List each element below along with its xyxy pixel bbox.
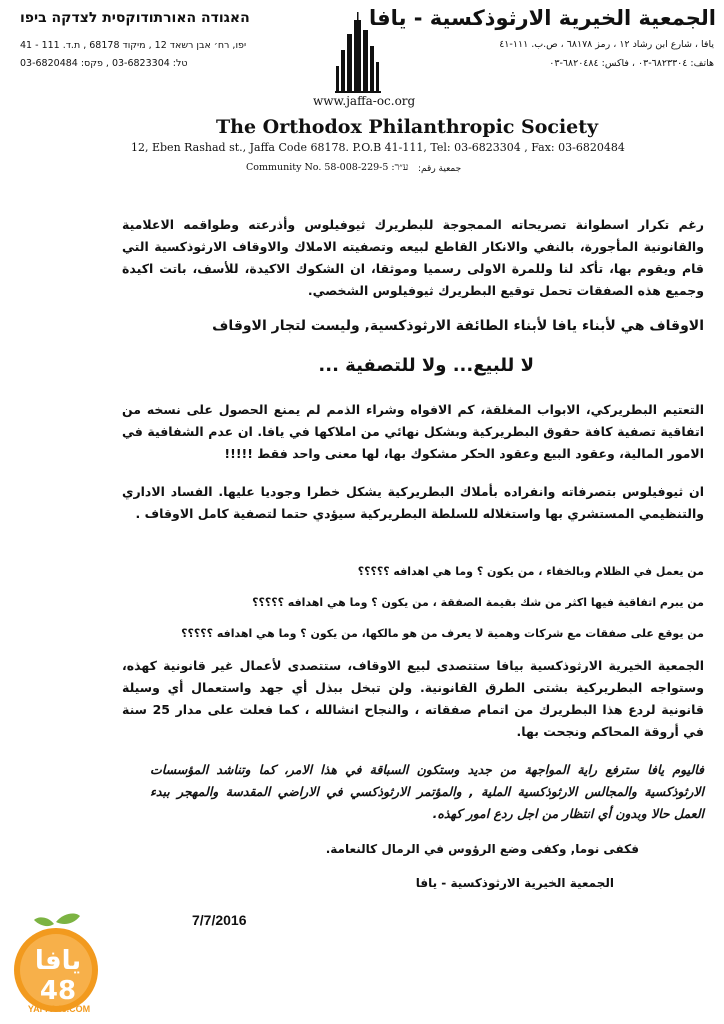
paragraph-call-to-action: فاليوم يافا سترفع راية المواجهة من جديد وستكون السباقة في هذا الامر، كما وتناشد المؤسسات الارثوذكسية والمجالس الارثوذكسية الملية , والمؤتمر الارثوذكسي في الاراضي المقدسة والمهجر ببدء العمل حالا وبدون أي انتظار من اجل ردع امور كهذه. bbox=[150, 762, 704, 821]
document-date: 7/7/2016 bbox=[192, 912, 247, 928]
website: www.jaffa-oc.org bbox=[313, 94, 416, 108]
arabic-address: يافا ، شارع ابن رشاد ١٢ ، رمز ٦٨١٧٨ ، ص.ب. ١١١-٤١ bbox=[499, 39, 714, 50]
signature: الجمعية الخيرية الارثوذكسية - يافا bbox=[415, 876, 614, 890]
paragraph-danger: ان ثيوفيلوس بتصرفاته وانفراده بأملاك البطريركية يشكل خطرا وجوديا عليها. الفساد الاداري والتنظيمي المستشري بها واستغلاله للسلطة البطريركية سيؤدي حتما لتصفية كامل الاوقاف . bbox=[122, 484, 704, 521]
heading-awqaf: الاوقاف هي لأبناء يافا لأبناء الطائفة الارثوذكسية, وليست لتجار الاوقاف bbox=[212, 318, 704, 334]
arabic-phone: هاتف: ٦٨٢٣٣٠٤-٠٣ ، فاكس: ٦٨٢٠٤٨٤-٠٣ bbox=[549, 58, 714, 69]
question-2: من يبرم اتفاقية فيها اكثر من شك بقيمة الصفقة ، من يكون ؟ وما هي اهدافه ؟؟؟؟؟ bbox=[252, 596, 704, 609]
tower-logo-icon bbox=[335, 12, 385, 94]
english-org-name: The Orthodox Philanthropic Society bbox=[216, 116, 599, 138]
community-arabic-label: جمعية رقم: bbox=[418, 164, 462, 174]
question-3: من يوقع على صفقات مع شركات وهمية لا يعرف من هو مالكها، من يكون ؟ وما هي اهدافه ؟؟؟؟؟ bbox=[181, 627, 704, 640]
english-address: 12, Eben Rashad st., Jaffa Code 68178. P.O.B 41-111, Tel: 03-6823304 , Fax: 03-6820484 bbox=[131, 141, 625, 154]
hebrew-org-name: האגודה האורתודוקסית לצדקה ביפו bbox=[20, 10, 250, 26]
hebrew-address: יפו, רח׳ אבן רשאד 12 , מיקוד 68178 , ת.ד. 111 - 41 bbox=[20, 40, 247, 51]
arabic-org-name: الجمعية الخيرية الارثوذكسية - يافا bbox=[369, 6, 716, 30]
heading-no-sale: لا للبيع... ولا للتصفية ... bbox=[318, 355, 534, 376]
logo-text: يافا 48 bbox=[34, 946, 82, 1006]
paragraph-intro: رغم تكرار اسطوانة تصريحاته الممجوجة للبطريرك ثيوفيلوس وأذرعته وطواقمه الاعلامية والقانونية المأجورة، بالنفي والانكار القاطع لبيعه وتصفيته الاملاك والاوقاف الارثوذكسية التي قام ويقوم بها، تأكد لنا وللمرة الاولى رسميا وموثقا، ان الشكوك الاكيدة، للأسف، باتت اكيدة وجميع هذه الصفقات تحمل توقيع البطريرك ثيوفيلوس الشخصي. bbox=[122, 217, 704, 298]
paragraph-society-response: الجمعية الخيرية الارثوذكسية بيافا ستتصدى لبيع الاوقاف، ستتصدى لأعمال غير قانونية كهذه، وستواجه البطريركية بشتى الطرق القانونية. ولن تبخل ببذل أي جهد واستعمال أي وسيلة قانونية لردع هذا البطريرك من اتمام صفقاته ، والنجاح انشالله ، كما فعلت على مدار 25 سنة في أروقة المحاكم ونجحت بها. bbox=[122, 658, 704, 739]
yaffa48-watermark bbox=[4, 910, 114, 1020]
closing-line: فكفى نوما, وكفى وضع الرؤوس في الرمال كالنعامة. bbox=[325, 842, 639, 856]
paragraph-transparency: التعتيم البطريركي، الابواب المغلقة، كم الافواه وشراء الذمم لم يمنع الحصول على نسخه من اتفاقية تصفية كافة حقوق البطريركية وبشكل نهائي من املاكها في يافا. ان عدم الشفافية في الامور المالية، وعقود البيع وعقود الحكر مشكوك بها، لها معنى واحد فقط !!!!! bbox=[122, 402, 704, 461]
hebrew-phone: טל: 03-6823304 , פקס: 03-6820484 bbox=[20, 58, 188, 69]
community-number: Community No. 58-008-229-5 :ע״ר bbox=[246, 162, 409, 173]
question-1: من يعمل في الظلام وبالخفاء ، من يكون ؟ وما هي اهدافه ؟؟؟؟؟ bbox=[357, 565, 704, 578]
logo-site: YAFFA48.COM bbox=[27, 1004, 91, 1014]
